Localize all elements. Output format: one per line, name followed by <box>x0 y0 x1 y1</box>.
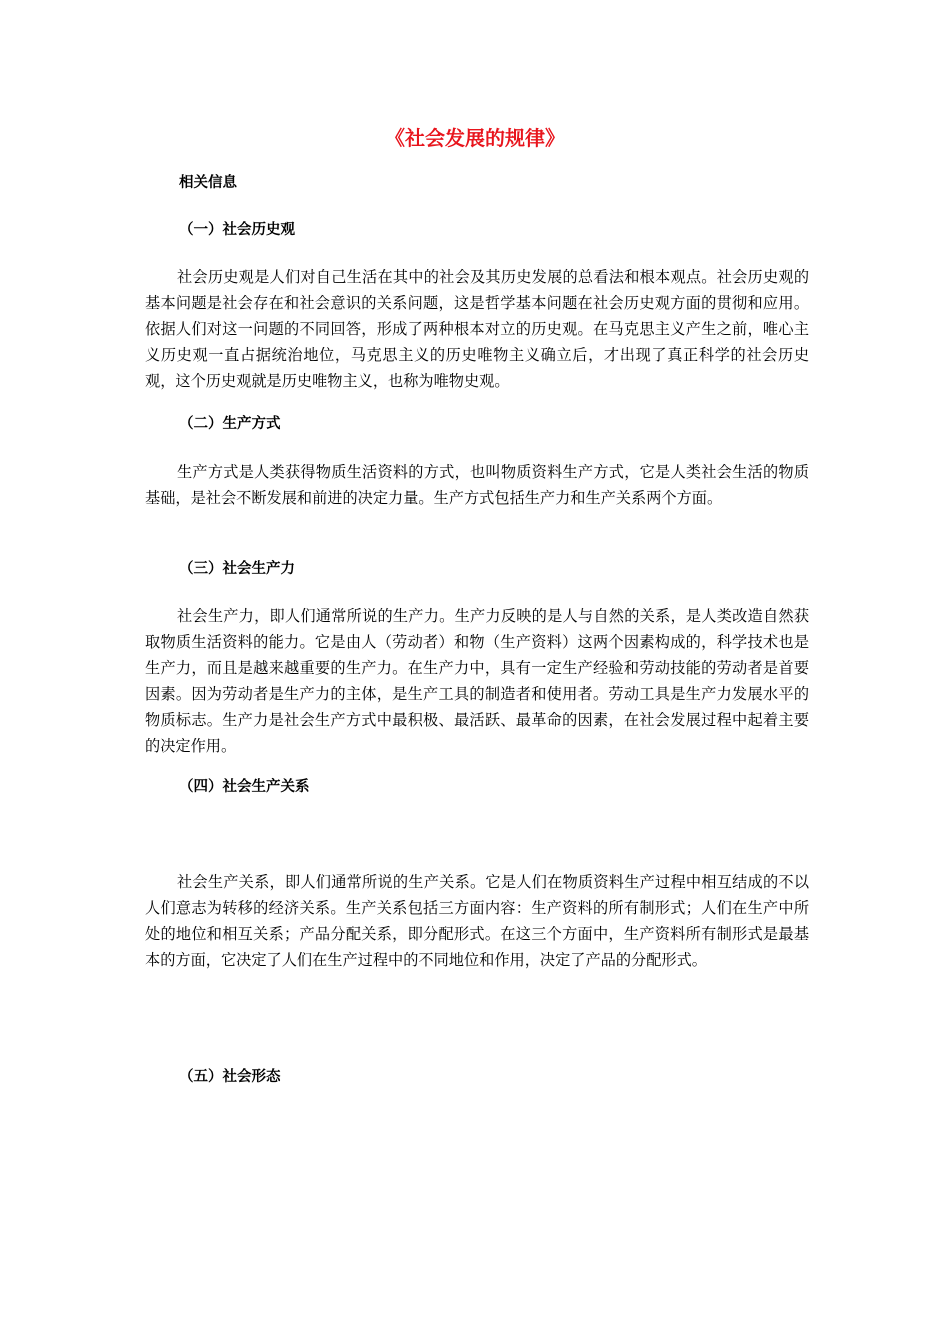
section-paragraph-3: 社会生产力，即人们通常所说的生产力。生产力反映的是人与自然的关系，是人类改造自然获取物质生活资料的能力。它是由人（劳动者）和物（生产资料）这两个因素构成的，科学技术也是生产力，而且是越来越重要的生产力。在生产力中，具有一定生产经验和劳动技能的劳动者是首要因素。因为劳动者是生产力的主体，是生产工具的制造者和使用者。劳动工具是生产力发展水平的物质标志。生产力是社会生产方式中最积极、最活跃、最革命的因素，在社会发展过程中起着主要的决定作用。 <box>145 607 809 755</box>
related-info-label: 相关信息 <box>179 175 237 191</box>
section-heading-4: （四）社会生产关系 <box>179 779 310 795</box>
section-heading-5: （五）社会形态 <box>179 1069 281 1085</box>
section-paragraph-1: 社会历史观是人们对自己生活在其中的社会及其历史发展的总看法和根本观点。社会历史观的基本问题是社会存在和社会意识的关系问题，这是哲学基本问题在社会历史观方面的贯彻和应用。依据人们对这一问题的不同回答，形成了两种根本对立的历史观。在马克思主义产生之前，唯心主义历史观一直占据统治地位，马克思主义的历史唯物主义确立后，才出现了真正科学的社会历史观，这个历史观就是历史唯物主义，也称为唯物史观。 <box>145 268 809 390</box>
document-title: 《社会发展的规律》 <box>385 126 565 150</box>
section-heading-1: （一）社会历史观 <box>179 222 295 238</box>
section-heading-2: （二）生产方式 <box>179 416 281 432</box>
section-paragraph-4: 社会生产关系，即人们通常所说的生产关系。它是人们在物质资料生产过程中相互结成的不以人们意志为转移的经济关系。生产关系包括三方面内容：生产资料的所有制形式；人们在生产中所处的地位和相互关系；产品分配关系，即分配形式。在这三个方面中，生产资料所有制形式是最基本的方面，它决定了人们在生产过程中的不同地位和作用，决定了产品的分配形式。 <box>145 873 809 969</box>
section-heading-3: （三）社会生产力 <box>179 561 295 577</box>
section-paragraph-2: 生产方式是人类获得物质生活资料的方式，也叫物质资料生产方式，它是人类社会生活的物质基础，是社会不断发展和前进的决定力量。生产方式包括生产力和生产关系两个方面。 <box>145 463 809 507</box>
